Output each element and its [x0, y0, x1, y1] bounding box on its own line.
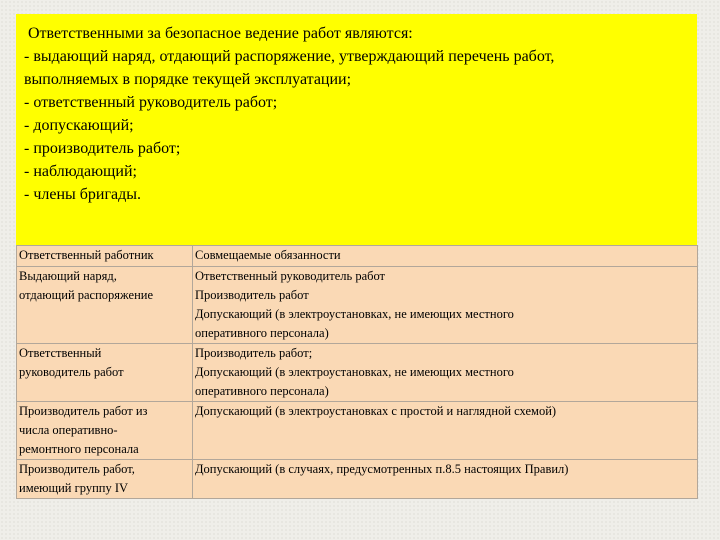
cell-line: Допускающий (в случаях, предусмотренных п.8.5 настоящих Правил)	[195, 462, 569, 476]
intro-item: - выдающий наряд, отдающий распоряжение, утверждающий перечень работ,	[24, 48, 555, 65]
intro-box	[16, 14, 697, 245]
cell-line: Производитель работ из	[19, 404, 148, 418]
duties-cell	[193, 402, 698, 460]
intro-title: Ответственными за безопасное ведение работ являются:	[28, 25, 413, 42]
cell-line: числа оперативно-	[19, 423, 118, 437]
cell-line: Производитель работ	[195, 288, 309, 302]
duties-cell	[193, 460, 698, 499]
duties-table	[16, 245, 698, 499]
cell-line: оперативного персонала)	[195, 384, 329, 398]
worker-cell	[17, 460, 193, 499]
intro-item: - допускающий;	[24, 117, 134, 134]
cell-line: Допускающий (в электроустановках с простой и наглядной схемой)	[195, 404, 557, 418]
cell-line: Допускающий (в электроустановках, не имеющих местного	[195, 307, 514, 321]
worker-cell	[17, 267, 193, 344]
intro-item: - члены бригады.	[24, 186, 142, 203]
cell-line: Ответственный руководитель работ	[195, 269, 386, 283]
table-row	[17, 402, 698, 460]
intro-item: - наблюдающий;	[24, 163, 137, 180]
worker-cell	[17, 344, 193, 402]
worker-cell	[17, 402, 193, 460]
cell-line: Производитель работ;	[195, 346, 313, 360]
table-row	[17, 344, 698, 402]
cell-line: оперативного персонала)	[195, 326, 329, 340]
duties-cell	[193, 344, 698, 402]
cell-line: имеющий группу IV	[19, 481, 129, 495]
cell-line: Производитель работ,	[19, 462, 135, 476]
header-duties: Совмещаемые обязанности	[193, 246, 698, 267]
cell-line: Допускающий (в электроустановках, не имеющих местного	[195, 365, 514, 379]
table-row	[17, 460, 698, 499]
cell-line: отдающий распоряжение	[19, 288, 153, 302]
cell-line: руководитель работ	[19, 365, 124, 379]
cell-line: ремонтного персонала	[19, 442, 139, 456]
intro-item: выполняемых в порядке текущей эксплуатации;	[24, 71, 352, 88]
intro-item: - ответственный руководитель работ;	[24, 94, 278, 111]
duties-cell	[193, 267, 698, 344]
cell-line: Ответственный	[19, 346, 102, 360]
header-worker: Ответственный работник	[17, 246, 193, 267]
cell-line: Выдающий наряд,	[19, 269, 117, 283]
table-header-row	[17, 246, 698, 267]
intro-item: - производитель работ;	[24, 140, 181, 157]
table-row	[17, 267, 698, 344]
